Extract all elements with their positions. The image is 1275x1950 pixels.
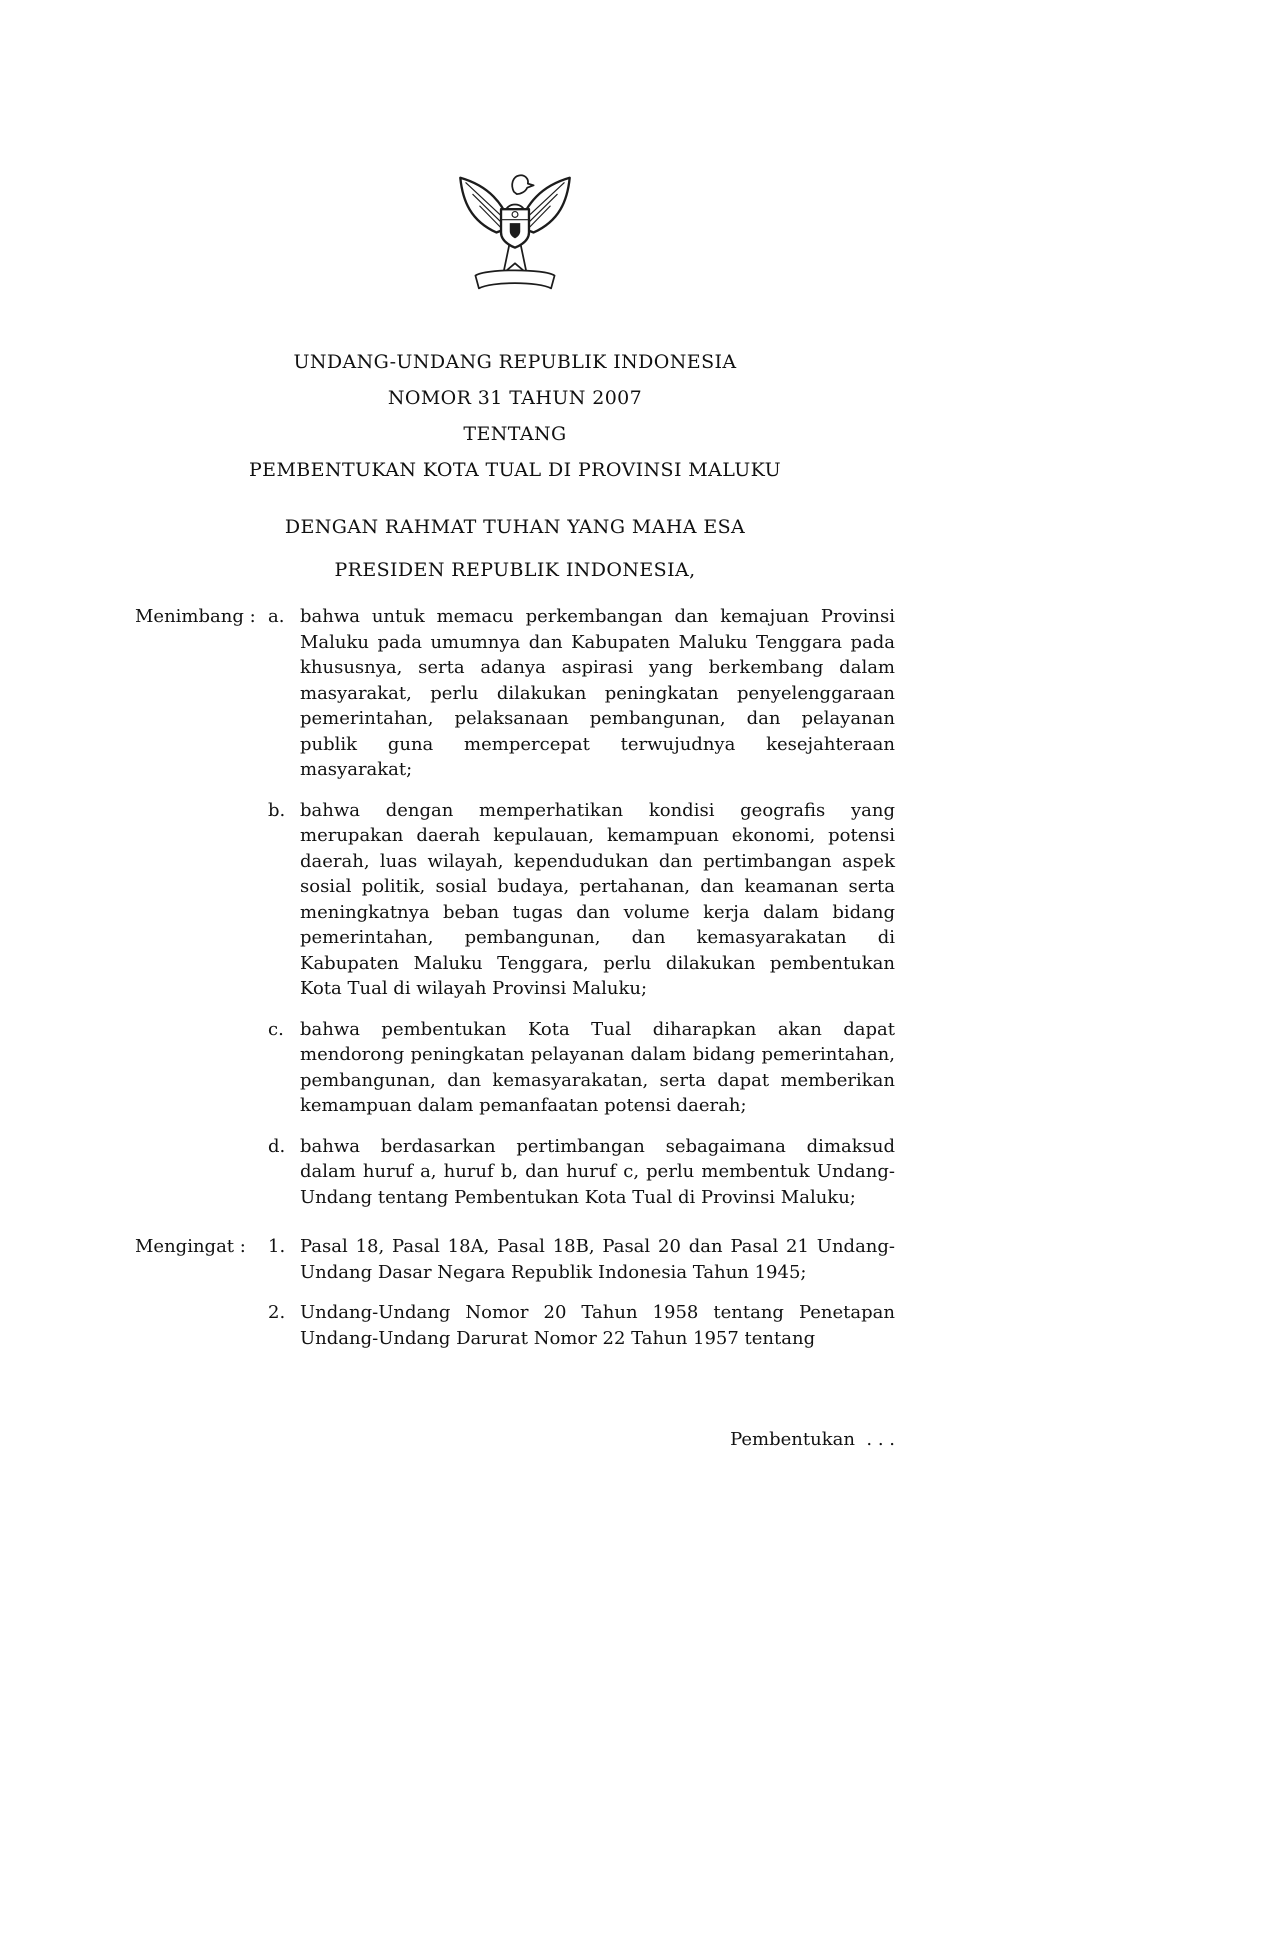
item-marker: b. [268, 799, 286, 821]
item-marker: d. [268, 1135, 286, 1157]
recalling-label: Mengingat : [135, 1236, 246, 1257]
considering-item-d [135, 1134, 895, 1211]
item-marker: 1. [268, 1236, 286, 1257]
document-body [135, 604, 895, 1351]
authority-line: PRESIDEN REPUBLIK INDONESIA, [334, 559, 696, 581]
item-text: Undang-Undang Nomor 20 Tahun 1958 tentang Penetapan Undang-Undang Darurat Nomor 22 Tahun 1957 tentang [300, 1302, 895, 1349]
item-marker: c. [268, 1018, 284, 1040]
garuda-pancasila-emblem [135, 158, 895, 300]
item-text: bahwa berdasarkan pertimbangan sebagaimana dimaksud dalam huruf a, huruf b, dan huruf c, perlu membentuk Undang-Undang tentang Pembentukan Kota Tual di Provinsi Maluku; [300, 1135, 895, 1208]
recalling-item-1 [135, 1234, 895, 1285]
document-title-block [135, 344, 895, 488]
considering-label: Menimbang : [135, 606, 256, 627]
footer-catchword: Pembentukan . . . [730, 1429, 895, 1450]
item-text: bahwa pembentukan Kota Tual diharapkan akan dapat mendorong peningkatan pelayanan dalam bidang pemerintahan, pembangunan, dan kemasyarakatan, serta dapat memberikan kemampuan dalam pemanfaatan potensi daerah; [300, 1018, 895, 1116]
considering-item-c [135, 1017, 895, 1119]
title-line-3: TENTANG [463, 423, 567, 445]
title-line-1: UNDANG-UNDANG REPUBLIK INDONESIA [293, 351, 737, 373]
item-text: bahwa dengan memperhatikan kondisi geografis yang merupakan daerah kepulauan, kemampuan ekonomi, potensi daerah, luas wilayah, kependudukan dan pertimbangan aspek sosial politik, sosial budaya, pertahanan, dan keamanan serta meningkatnya beban tugas dan volume kerja dalam bidang pemerintahan, pembangunan, dan kemasyarakatan di Kabupaten Maluku Tenggara, perlu dilakukan pembentukan Kota Tual di wilayah Provinsi Maluku; [300, 799, 895, 999]
item-marker: a. [268, 606, 285, 627]
item-text: Pasal 18, Pasal 18A, Pasal 18B, Pasal 20 dan Pasal 21 Undang-Undang Dasar Negara Republik Indonesia Tahun 1945; [300, 1236, 895, 1283]
considering-item-a [135, 604, 895, 783]
recalling-item-2 [135, 1300, 895, 1351]
title-line-2: NOMOR 31 TAHUN 2007 [387, 387, 643, 409]
item-marker: 2. [268, 1302, 286, 1323]
title-line-4: PEMBENTUKAN KOTA TUAL DI PROVINSI MALUKU [248, 459, 781, 481]
document-content [135, 0, 895, 1453]
invocation-line: DENGAN RAHMAT TUHAN YANG MAHA ESA [284, 516, 746, 538]
garuda-pancasila-icon [445, 158, 585, 300]
considering-item-b [135, 798, 895, 1002]
item-text: bahwa untuk memacu perkembangan dan kemajuan Provinsi Maluku pada umumnya dan Kabupaten Maluku Tenggara pada khususnya, serta adanya aspirasi yang berkembang dalam masyarakat, perlu dilakukan peningkatan penyelenggaraan pemerintahan, pelaksanaan pembangunan, dan pelayanan publik guna mempercepat terwujudnya kesejahteraan masyarakat; [300, 606, 895, 780]
